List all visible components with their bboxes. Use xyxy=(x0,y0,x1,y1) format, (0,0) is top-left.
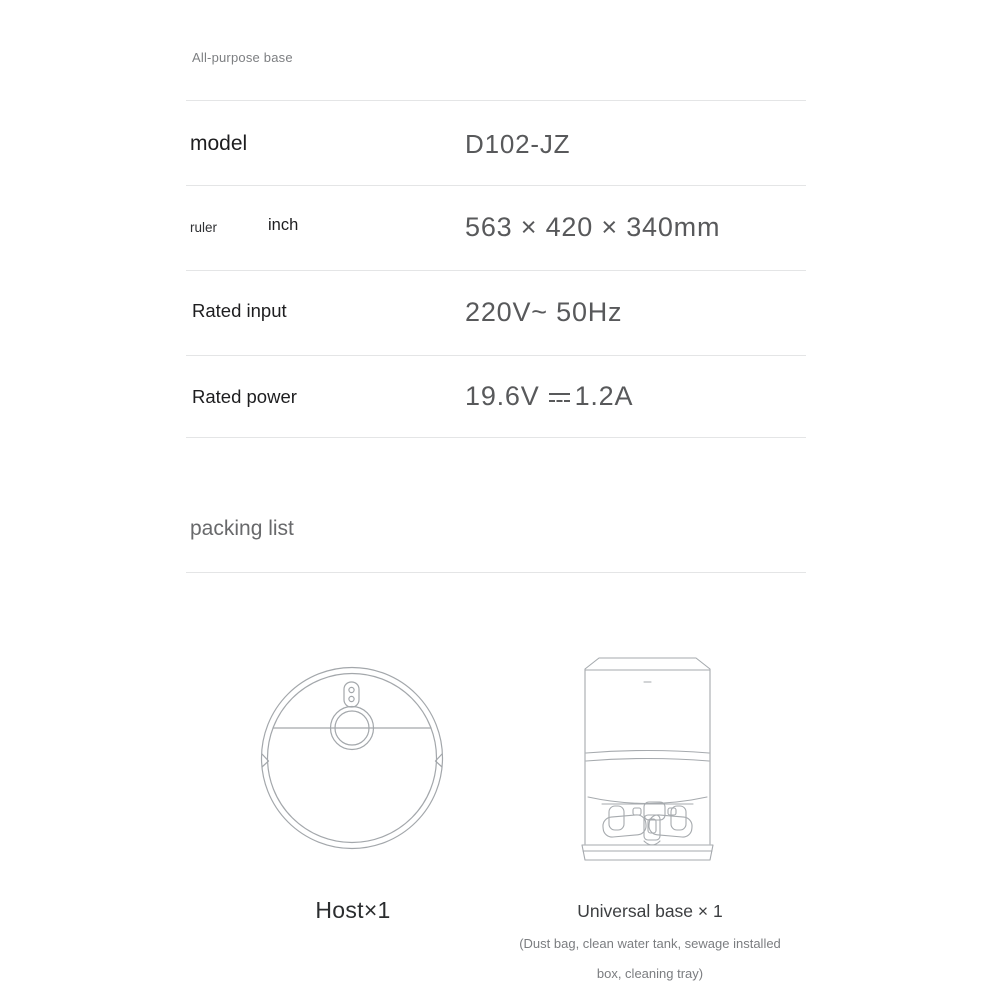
divider xyxy=(186,100,806,101)
spec-value-model: D102-JZ xyxy=(465,129,571,159)
divider xyxy=(186,437,806,438)
base-station-icon xyxy=(578,652,718,864)
base-item-note-line2: box, cleaning tray) xyxy=(596,966,704,981)
dc-current-icon xyxy=(549,391,570,405)
spec-label-rated-power: Rated power xyxy=(192,386,297,407)
category-label: All-purpose base xyxy=(192,50,293,65)
spec-value-rated-input: 220V~ 50Hz xyxy=(465,297,623,327)
spec-value-rated-power xyxy=(465,381,633,412)
spec-label-model: model xyxy=(190,132,248,155)
rated-power-voltage: 19.6V xyxy=(465,381,540,411)
divider xyxy=(186,270,806,271)
spec-label-inch: inch xyxy=(268,216,299,234)
base-item-caption: Universal base × 1 xyxy=(577,901,723,921)
base-station-front-view-illustration xyxy=(578,652,718,864)
spec-label-rated-input: Rated input xyxy=(192,300,287,321)
divider xyxy=(186,572,806,573)
base-item-note-line1: (Dust bag, clean water tank, sewage installed xyxy=(519,936,781,951)
divider xyxy=(186,355,806,356)
robot-vacuum-top-view-illustration xyxy=(251,662,455,866)
spec-value-dimensions: 563 × 420 × 340mm xyxy=(465,212,721,242)
packing-list-title: packing list xyxy=(190,517,294,540)
divider xyxy=(186,185,806,186)
robot-vacuum-icon xyxy=(251,662,455,866)
rated-power-current: 1.2A xyxy=(574,381,634,411)
host-item-caption: Host×1 xyxy=(315,897,391,923)
spec-label-ruler: ruler xyxy=(190,220,218,235)
